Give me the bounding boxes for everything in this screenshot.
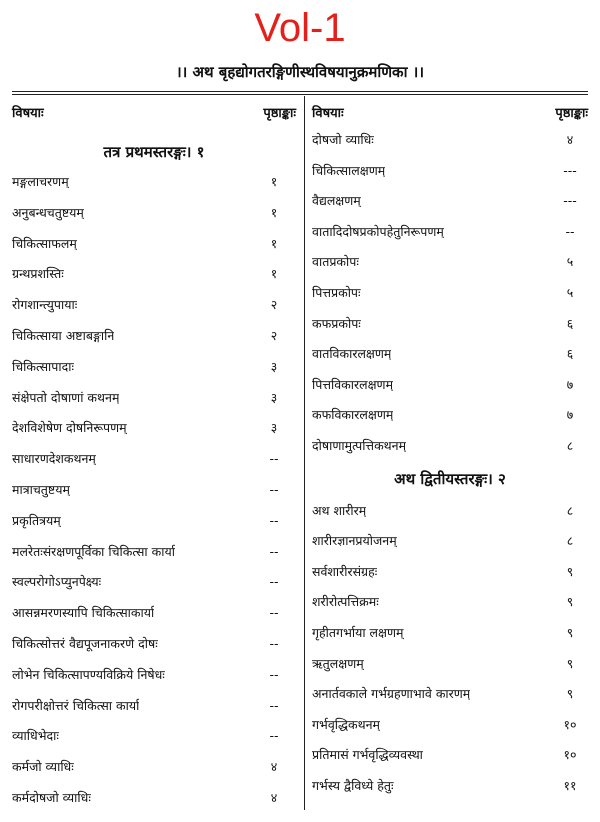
index-entry	[312, 217, 588, 248]
index-entry	[312, 156, 588, 187]
entry-title: कर्मजो व्याधिः	[12, 759, 74, 775]
entry-title: स्वल्परोगोऽप्युनपेक्ष्यः	[12, 574, 102, 590]
left-column-header	[12, 103, 296, 125]
index-entry	[12, 660, 296, 691]
entry-page: ९	[566, 655, 574, 671]
entry-title: चिकित्साया अष्टाबङ्गानि	[12, 327, 115, 343]
entry-title: चिकित्साफलम्	[12, 235, 77, 251]
index-entry	[12, 290, 296, 321]
subject-label: विषयाः	[312, 106, 344, 121]
index-entry	[12, 629, 296, 660]
entry-title: सर्वशारीरसंग्रहः	[312, 563, 378, 579]
index-entry	[312, 710, 588, 741]
index-entry	[12, 167, 296, 198]
entry-title: गर्भवृद्धिकथनम्	[312, 716, 381, 732]
entry-page: --	[269, 728, 279, 744]
index-entry	[12, 321, 296, 352]
entry-title: ग्रन्थप्रशस्तिः	[12, 266, 64, 282]
index-entry	[312, 496, 588, 527]
entry-title: प्रकृतित्रयम्	[12, 512, 61, 528]
entry-title: दोषाणामुत्पत्तिकथनम्	[312, 437, 407, 453]
page-label: पृष्ठाङ्काः	[555, 106, 588, 121]
entry-page: ९	[566, 563, 574, 579]
entry-title: दोषजो व्याधिः	[312, 132, 374, 147]
index-entry	[12, 259, 296, 290]
left-item-list	[12, 167, 296, 814]
index-entry	[312, 771, 588, 802]
entry-page: ७	[566, 376, 574, 392]
index-entry	[12, 444, 296, 475]
entry-title: कफविकारलक्षणम्	[312, 407, 394, 423]
index-entry	[312, 618, 588, 649]
index-entry	[12, 537, 296, 568]
entry-page: १०	[563, 716, 577, 732]
entry-title: वातप्रकोपः	[312, 254, 359, 270]
index-heading: ।। अथ बृहद्योगतरङ्गिणीस्थविषयानुक्रमणिका ।।	[175, 63, 425, 81]
index-entry	[12, 383, 296, 414]
entry-page: २	[270, 297, 278, 313]
entry-title: देशविशेषेण दोषनिरूपणम्	[12, 420, 127, 436]
column-divider	[304, 96, 305, 810]
entry-page: --	[269, 574, 279, 590]
right-column-header	[312, 103, 588, 125]
index-entry	[312, 247, 588, 278]
index-entry	[12, 752, 296, 783]
entry-page: --	[269, 543, 279, 559]
entry-title: चिकित्सोत्तरं वैद्यपूजनाकरणे दोषः	[12, 635, 158, 651]
entry-title: ऋतुलक्षणम्	[312, 655, 364, 671]
entry-page: १	[270, 174, 278, 189]
entry-title: मलरेतःसंरक्षणपूर्विका चिकित्सा कार्या	[12, 543, 175, 559]
index-entry	[312, 400, 588, 431]
subject-label: विषयाः	[12, 106, 44, 121]
entry-page: ८	[566, 533, 574, 549]
entry-title: चिकित्सापादाः	[12, 358, 75, 374]
entry-title: अनार्तवकाले गर्भग्रहणाभावे कारणम्	[312, 686, 471, 702]
index-entry	[312, 431, 588, 462]
entry-page: ८	[566, 437, 574, 453]
index-entry	[312, 649, 588, 680]
entry-title: आसन्नमरणस्यापि चिकित्साकार्या	[12, 605, 155, 621]
entry-title: चिकित्सालक्षणम्	[312, 162, 386, 178]
entry-title: शारीरज्ञानप्रयोजनम्	[312, 533, 397, 549]
entry-page: --	[565, 223, 575, 239]
entry-page: १	[270, 235, 278, 251]
entry-page: ४	[270, 759, 278, 775]
right-item-list-a	[312, 125, 588, 462]
entry-title: मङ्गलाचरणम्	[12, 174, 69, 189]
entry-page: ११	[563, 777, 577, 793]
entry-page: ३	[270, 389, 278, 405]
volume-title: Vol-1	[254, 6, 346, 50]
entry-page: --	[269, 481, 279, 497]
header-rule-bottom	[12, 94, 588, 95]
entry-page: ४	[566, 132, 574, 147]
index-entry	[12, 229, 296, 260]
entry-page: ८	[566, 502, 574, 518]
entry-title: साधारणदेशकथनम्	[12, 451, 96, 467]
entry-page: १०	[563, 747, 577, 763]
entry-title: लोभेन चिकित्सापण्यविक्रिये निषेधः	[12, 666, 165, 682]
entry-title: प्रतिमासं गर्भवृद्धिव्यवस्था	[312, 747, 423, 763]
index-entry	[12, 691, 296, 722]
index-entry	[12, 721, 296, 752]
entry-page: १	[270, 266, 278, 282]
index-entry	[12, 506, 296, 537]
section-title-second: अथ द्वितीयस्तरङ्गः। २	[394, 469, 506, 488]
right-column	[312, 103, 588, 801]
index-entry	[312, 740, 588, 771]
index-entry	[312, 679, 588, 710]
entry-title: अनुबन्धचतुष्टयम्	[12, 204, 84, 220]
entry-title: कफप्रकोपः	[312, 315, 361, 331]
entry-title: संक्षेपतो दोषाणां कथनम्	[12, 389, 120, 405]
entry-title: व्याधिभेदाः	[12, 728, 59, 744]
index-entry	[312, 125, 588, 156]
index-entry	[12, 567, 296, 598]
entry-page: ५	[566, 254, 574, 270]
entry-page: --	[269, 451, 279, 467]
entry-page: --	[269, 605, 279, 621]
entry-page: ६	[566, 346, 574, 362]
entry-title: वातविकारलक्षणम्	[312, 346, 392, 362]
entry-title: रोगपरीक्षोत्तरं चिकित्सा कार्या	[12, 697, 140, 713]
entry-page: ३	[270, 420, 278, 436]
index-entry	[312, 557, 588, 588]
index-entry	[312, 526, 588, 557]
entry-title: कर्मदोषजो व्याधिः	[12, 789, 91, 805]
entry-page: १	[270, 204, 278, 220]
page-label: पृष्ठाङ्काः	[263, 106, 296, 121]
index-entry	[312, 186, 588, 217]
index-entry	[12, 413, 296, 444]
index-entry	[312, 587, 588, 618]
entry-page: ३	[270, 358, 278, 374]
index-entry	[312, 278, 588, 309]
entry-page: ---	[563, 162, 577, 178]
entry-title: पित्तविकारलक्षणम्	[312, 376, 394, 392]
entry-title: गृहीतगर्भाया लक्षणम्	[312, 624, 404, 640]
entry-title: गर्भस्य द्वैविध्ये हेतुः	[312, 777, 394, 793]
header-rule-top	[12, 91, 588, 92]
entry-title: वातादिदोषप्रकोपहेतुनिरूपणम्	[312, 223, 444, 239]
index-entry	[12, 198, 296, 229]
entry-page: --	[269, 635, 279, 651]
entry-title: पित्तप्रकोपः	[312, 284, 361, 300]
index-entry	[12, 475, 296, 506]
entry-title: शरीरोत्पत्तिक्रमः	[312, 594, 379, 610]
entry-title: अथ शारीरम्	[312, 502, 367, 518]
entry-title: मात्राचतुष्टयम्	[12, 481, 70, 497]
right-item-list-b	[312, 496, 588, 802]
entry-page: ---	[563, 193, 577, 209]
entry-title: रोगशान्त्युपायाः	[12, 297, 78, 313]
index-entry	[312, 339, 588, 370]
index-entry	[12, 598, 296, 629]
entry-page: ९	[566, 594, 574, 610]
index-entry	[312, 309, 588, 340]
index-entry	[12, 783, 296, 814]
left-column	[12, 103, 296, 814]
section-title-first: तत्र प्रथमस्तरङ्गः। १	[103, 143, 205, 161]
entry-page: ९	[566, 624, 574, 640]
entry-page: ६	[566, 315, 574, 331]
entry-page: ५	[566, 284, 574, 300]
entry-page: ४	[270, 789, 278, 805]
index-entry	[12, 352, 296, 383]
entry-page: ९	[566, 686, 574, 702]
entry-title: वैद्यलक्षणम्	[312, 193, 361, 209]
entry-page: --	[269, 512, 279, 528]
entry-page: २	[270, 327, 278, 343]
index-entry	[312, 370, 588, 401]
entry-page: --	[269, 666, 279, 682]
entry-page: --	[269, 697, 279, 713]
entry-page: ७	[566, 407, 574, 423]
